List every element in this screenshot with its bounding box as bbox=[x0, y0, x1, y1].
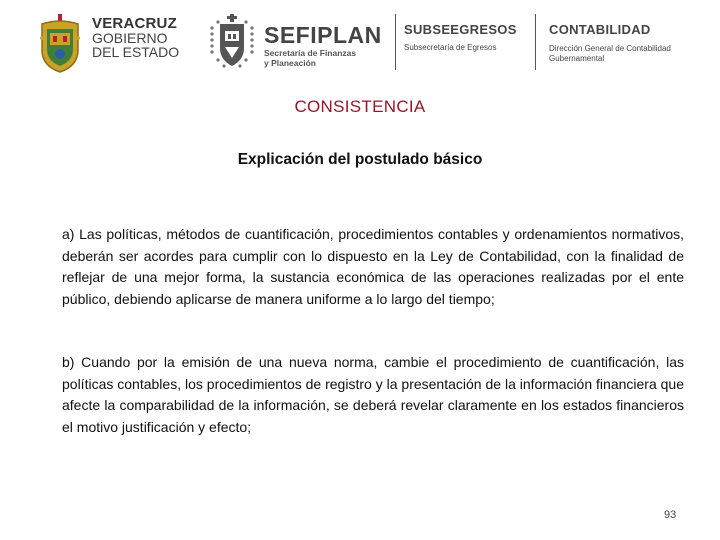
sefiplan-line2: y Planeación bbox=[264, 58, 316, 68]
header bbox=[0, 0, 720, 80]
sefiplan-title: SEFIPLAN bbox=[264, 22, 382, 48]
paragraph-a: a) Las políticas, métodos de cuantificación, procedimientos contables y ordenamientos normativos, deberán ser acordes para cumplir con lo dispuesto en la Ley de Contabilidad, con la finalidad de reflejar de una mejor forma, la sustancia económica de las operaciones realizadas por el ente público, debiendo aplicarse de manera uniforme a lo largo del tiempo; bbox=[62, 226, 684, 307]
header-divider bbox=[535, 14, 536, 70]
sefiplan-line1: Secretaría de Finanzas bbox=[264, 48, 357, 58]
page-title: CONSISTENCIA bbox=[294, 97, 426, 116]
contabilidad-subtitle bbox=[549, 44, 671, 64]
page-subtitle: Explicación del postulado básico bbox=[237, 151, 483, 168]
page-number: 93 bbox=[664, 509, 677, 521]
veracruz-wordmark bbox=[92, 16, 179, 59]
contabilidad-line1: Dirección General de Contabilidad bbox=[549, 44, 671, 53]
contabilidad-title: CONTABILIDAD bbox=[549, 22, 651, 37]
veracruz-coat-of-arms-icon bbox=[36, 14, 84, 74]
subegresos-title: SUBSEEGRESOS bbox=[404, 22, 517, 37]
sefiplan-subtitle bbox=[264, 48, 356, 68]
subegresos-subtitle: Subsecretaría de Egresos bbox=[404, 43, 497, 52]
paragraph-b: b) Cuando por la emisión de una nueva norma, cambie el procedimiento de cuantificación, las políticas contables, los procedimientos de registro y la presentación de la información financiera que afecte la comparabilidad de la información, se deberá revelar claramente en los estados financieros el motivo justificación y efecto; bbox=[62, 354, 684, 435]
contabilidad-line2: Gubernamental bbox=[549, 54, 605, 63]
veracruz-line2: GOBIERNO bbox=[92, 30, 168, 46]
veracruz-line3: DEL ESTADO bbox=[92, 44, 180, 60]
veracruz-line1: VERACRUZ bbox=[92, 15, 177, 32]
sefiplan-shield-icon bbox=[208, 14, 256, 72]
header-divider bbox=[395, 14, 396, 70]
